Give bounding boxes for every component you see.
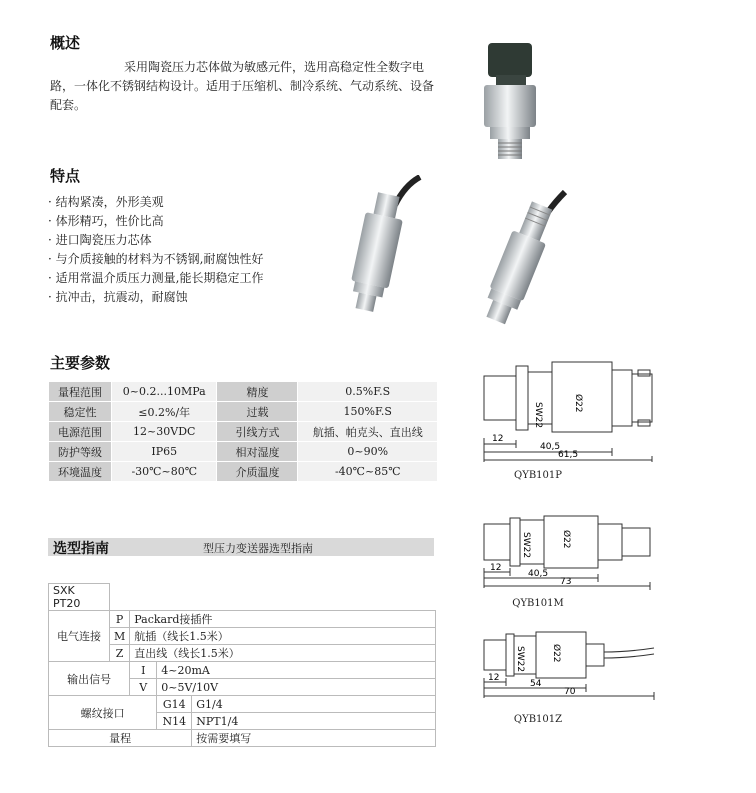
param-key: 防护等级 xyxy=(49,442,112,462)
table-row xyxy=(49,584,436,611)
param-value: 0~0.2...10MPa xyxy=(112,382,217,402)
dim-c: 61,5 xyxy=(558,450,579,460)
elec-code: P xyxy=(110,611,130,628)
output-desc: 0~5V/10V xyxy=(157,679,436,696)
product-photo-cable xyxy=(325,175,425,315)
param-value: 150%F.S xyxy=(298,402,438,422)
output-desc: 4~20mA xyxy=(157,662,436,679)
range-value: 按需要填写 xyxy=(192,730,436,747)
features-title: 特点 xyxy=(50,167,81,185)
param-key: 量程范围 xyxy=(49,382,112,402)
dim-b: 40,5 xyxy=(540,442,561,452)
feature-item: · 适用常温介质压力测量,能长期稳定工作 xyxy=(48,271,264,285)
table-row xyxy=(49,730,436,747)
dim-b: 40,5 xyxy=(528,569,549,579)
elec-code: M xyxy=(110,628,130,645)
drawing-qyb101p xyxy=(478,352,678,462)
feature-item: · 抗冲击，抗震动，耐腐蚀 xyxy=(48,290,188,304)
dim-c: 73 xyxy=(560,577,572,587)
dim-diameter: Ø22 xyxy=(551,644,561,663)
model-code: SXK PT20 xyxy=(49,584,110,611)
feature-item: · 与介质接触的材料为不锈钢,耐腐蚀性好 xyxy=(48,252,264,266)
table-row xyxy=(49,662,436,679)
table-row xyxy=(49,382,438,402)
thread-desc: G1/4 xyxy=(192,696,436,713)
selection-table xyxy=(48,583,436,747)
output-code: I xyxy=(130,662,157,679)
table-row xyxy=(49,422,438,442)
guide-subtitle: 型压力变送器选型指南 xyxy=(203,542,313,555)
param-key: 精度 xyxy=(217,382,298,402)
dim-c: 70 xyxy=(564,687,576,697)
guide-banner xyxy=(48,538,434,556)
param-value: -40℃~85℃ xyxy=(298,462,438,482)
dim-b: 54 xyxy=(530,679,542,689)
elec-desc: 航插（线长1.5米） xyxy=(130,628,436,645)
param-key: 环境温度 xyxy=(49,462,112,482)
param-value: 0~90% xyxy=(298,442,438,462)
thread-code: G14 xyxy=(157,696,192,713)
param-key: 引线方式 xyxy=(217,422,298,442)
dim-a: 12 xyxy=(490,563,502,573)
feature-item: · 结构紧凑，外形美观 xyxy=(48,195,164,209)
drawing-qyb101z xyxy=(478,622,678,702)
feature-item: · 进口陶瓷压力芯体 xyxy=(48,233,152,247)
param-value: 0.5%F.S xyxy=(298,382,438,402)
param-key: 电源范围 xyxy=(49,422,112,442)
elec-label: 电气连接 xyxy=(49,611,110,662)
product-photo-packard xyxy=(470,35,550,165)
table-row xyxy=(49,442,438,462)
features-list xyxy=(48,193,338,307)
table-row xyxy=(49,402,438,422)
feature-item: · 体形精巧，性价比高 xyxy=(48,214,164,228)
dim-diameter: Ø22 xyxy=(561,530,571,549)
param-value: 12~30VDC xyxy=(112,422,217,442)
product-photo-aviation xyxy=(460,190,570,330)
dim-sw: SW22 xyxy=(515,646,525,673)
table-row xyxy=(49,462,438,482)
param-value: 航插、帕克头、直出线 xyxy=(298,422,438,442)
param-value: ≤0.2%/年 xyxy=(112,402,217,422)
param-key: 稳定性 xyxy=(49,402,112,422)
elec-desc: 直出线（线长1.5米） xyxy=(130,645,436,662)
params-title: 主要参数 xyxy=(50,354,111,372)
param-key: 相对湿度 xyxy=(217,442,298,462)
drawing-qyb101m xyxy=(478,512,678,592)
table-row xyxy=(49,611,436,628)
table-row xyxy=(49,696,436,713)
param-value: IP65 xyxy=(112,442,217,462)
dim-a: 12 xyxy=(492,434,504,444)
thread-desc: NPT1/4 xyxy=(192,713,436,730)
output-code: V xyxy=(130,679,157,696)
dim-sw: SW22 xyxy=(533,402,543,429)
drawing-caption: QYB101Z xyxy=(513,714,563,725)
params-table xyxy=(48,381,438,482)
drawing-caption: QYB101M xyxy=(512,598,564,609)
dim-diameter: Ø22 xyxy=(573,394,583,413)
output-label: 输出信号 xyxy=(49,662,130,696)
param-key: 介质温度 xyxy=(217,462,298,482)
guide-title: 选型指南 xyxy=(53,541,109,557)
elec-code: Z xyxy=(110,645,130,662)
param-value: -30℃~80℃ xyxy=(112,462,217,482)
param-key: 过载 xyxy=(217,402,298,422)
drawing-caption: QYB101P xyxy=(514,470,562,481)
overview-title: 概述 xyxy=(50,34,81,52)
thread-code: N14 xyxy=(157,713,192,730)
range-label: 量程 xyxy=(49,730,192,747)
thread-label: 螺纹接口 xyxy=(49,696,157,730)
dim-a: 12 xyxy=(488,673,500,683)
dim-sw: SW22 xyxy=(521,532,531,559)
elec-desc: Packard接插件 xyxy=(130,611,436,628)
overview-text: 采用陶瓷压力芯体做为敏感元件，选用高稳定性全数字电路，一体化不锈钢结构设计。适用于压缩机、制冷系统、气动系统、设备配套。 xyxy=(50,60,435,112)
